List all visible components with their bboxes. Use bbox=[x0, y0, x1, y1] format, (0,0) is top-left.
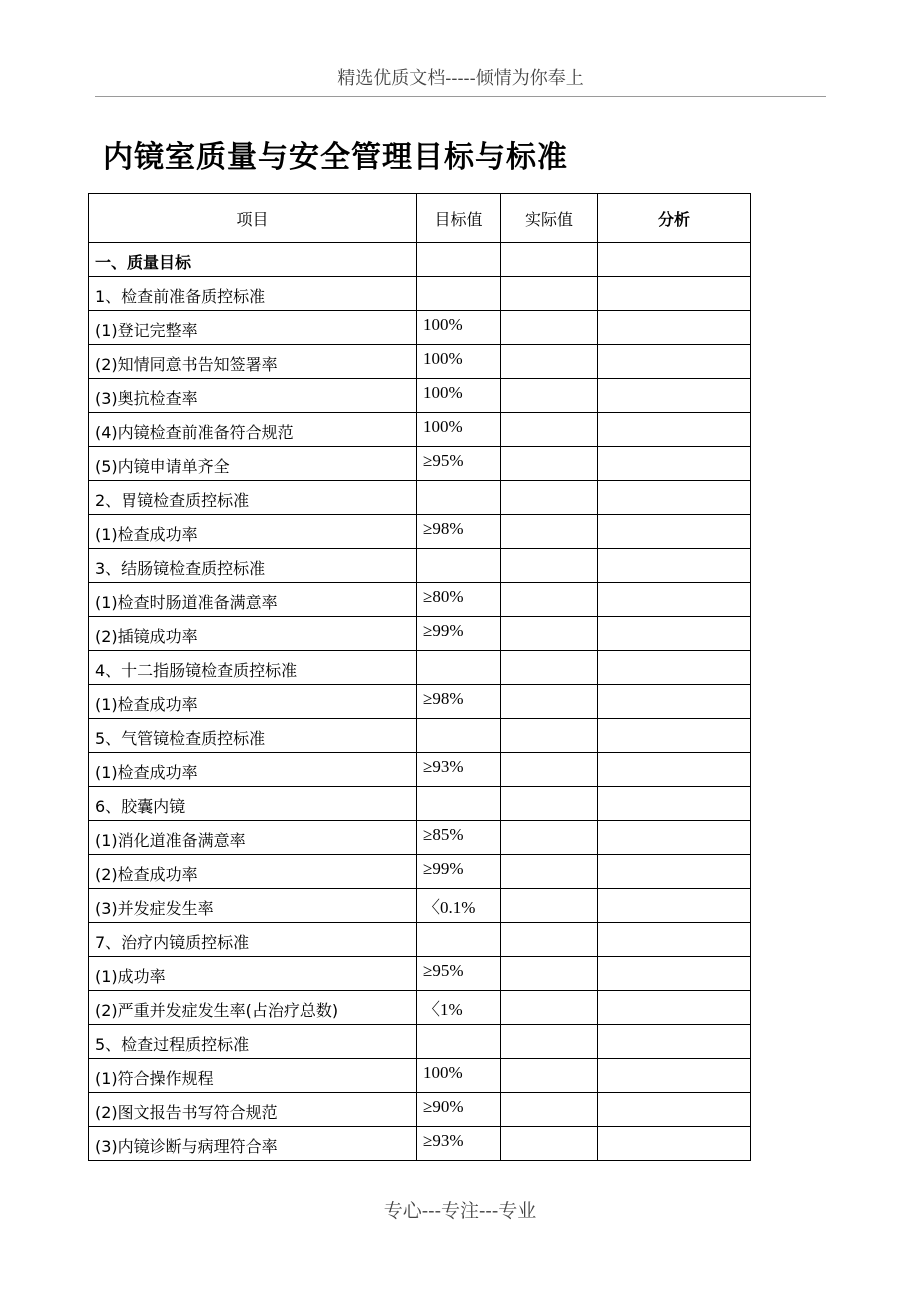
actual-value-cell bbox=[501, 957, 598, 991]
actual-value-cell bbox=[501, 821, 598, 855]
analysis-cell bbox=[598, 787, 751, 821]
table-row bbox=[89, 855, 751, 889]
table-row bbox=[89, 481, 751, 515]
target-value-cell bbox=[417, 277, 501, 311]
table-row bbox=[89, 617, 751, 651]
item-cell: (1)符合操作规程 bbox=[89, 1059, 417, 1093]
target-value-cell: ≥80% bbox=[417, 583, 501, 617]
table-row bbox=[89, 753, 751, 787]
target-value-cell bbox=[417, 243, 501, 277]
item-cell: (3)奥抗检查率 bbox=[89, 379, 417, 413]
target-value-cell: ≥99% bbox=[417, 855, 501, 889]
analysis-cell bbox=[598, 447, 751, 481]
actual-value-cell bbox=[501, 311, 598, 345]
target-value-cell bbox=[417, 481, 501, 515]
analysis-cell bbox=[598, 549, 751, 583]
actual-value-cell bbox=[501, 243, 598, 277]
analysis-cell bbox=[598, 379, 751, 413]
analysis-cell bbox=[598, 1093, 751, 1127]
page-footer: 专心---专注---专业 bbox=[383, 1200, 537, 1222]
analysis-cell bbox=[598, 413, 751, 447]
table-row bbox=[89, 311, 751, 345]
actual-value-cell bbox=[501, 787, 598, 821]
actual-value-cell bbox=[501, 753, 598, 787]
item-cell: 6、胶囊内镜 bbox=[89, 787, 417, 821]
table-row bbox=[89, 277, 751, 311]
actual-value-cell bbox=[501, 1093, 598, 1127]
target-value-cell: 100% bbox=[417, 379, 501, 413]
table-row bbox=[89, 447, 751, 481]
actual-value-cell bbox=[501, 1127, 598, 1161]
actual-value-cell bbox=[501, 481, 598, 515]
item-cell: 4、十二指肠镜检查质控标准 bbox=[89, 651, 417, 685]
actual-value-cell bbox=[501, 1059, 598, 1093]
item-cell: (1)检查成功率 bbox=[89, 753, 417, 787]
actual-value-cell bbox=[501, 685, 598, 719]
actual-value-cell bbox=[501, 277, 598, 311]
table-row bbox=[89, 413, 751, 447]
table-row bbox=[89, 787, 751, 821]
table-row bbox=[89, 243, 751, 277]
analysis-cell bbox=[598, 651, 751, 685]
table-row bbox=[89, 651, 751, 685]
item-cell: (4)内镜检查前准备符合规范 bbox=[89, 413, 417, 447]
target-value-cell: 〈0.1% bbox=[417, 889, 501, 923]
analysis-cell bbox=[598, 889, 751, 923]
target-value-cell: 〈1% bbox=[417, 991, 501, 1025]
item-cell: (2)知情同意书告知签署率 bbox=[89, 345, 417, 379]
actual-value-cell bbox=[501, 345, 598, 379]
table-row bbox=[89, 1093, 751, 1127]
analysis-cell bbox=[598, 1059, 751, 1093]
item-cell: 3、结肠镜检查质控标准 bbox=[89, 549, 417, 583]
table-row bbox=[89, 957, 751, 991]
analysis-cell bbox=[598, 991, 751, 1025]
actual-value-cell bbox=[501, 413, 598, 447]
target-value-cell: ≥90% bbox=[417, 1093, 501, 1127]
actual-value-cell bbox=[501, 889, 598, 923]
analysis-cell bbox=[598, 719, 751, 753]
actual-value-cell bbox=[501, 379, 598, 413]
analysis-cell bbox=[598, 515, 751, 549]
actual-value-cell bbox=[501, 991, 598, 1025]
quality-standards-table bbox=[88, 193, 751, 1161]
analysis-cell bbox=[598, 855, 751, 889]
analysis-cell bbox=[598, 821, 751, 855]
column-header-target: 目标值 bbox=[417, 194, 501, 243]
table-row bbox=[89, 685, 751, 719]
item-cell: (1)登记完整率 bbox=[89, 311, 417, 345]
target-value-cell bbox=[417, 787, 501, 821]
target-value-cell: ≥99% bbox=[417, 617, 501, 651]
item-cell: 1、检查前准备质控标准 bbox=[89, 277, 417, 311]
analysis-cell bbox=[598, 277, 751, 311]
target-value-cell: ≥95% bbox=[417, 957, 501, 991]
table-row bbox=[89, 583, 751, 617]
table-row bbox=[89, 991, 751, 1025]
item-cell: (2)插镜成功率 bbox=[89, 617, 417, 651]
item-cell: (1)成功率 bbox=[89, 957, 417, 991]
item-cell: 7、治疗内镜质控标准 bbox=[89, 923, 417, 957]
item-cell: (1)消化道准备满意率 bbox=[89, 821, 417, 855]
page-header: 精选优质文档-----倾情为你奉上 bbox=[95, 64, 826, 97]
item-cell: (5)内镜申请单齐全 bbox=[89, 447, 417, 481]
item-cell: 2、胃镜检查质控标准 bbox=[89, 481, 417, 515]
item-cell: (3)并发症发生率 bbox=[89, 889, 417, 923]
target-value-cell: 100% bbox=[417, 1059, 501, 1093]
table-row bbox=[89, 379, 751, 413]
target-value-cell: ≥95% bbox=[417, 447, 501, 481]
item-cell: 一、质量目标 bbox=[89, 243, 417, 277]
table-row bbox=[89, 1127, 751, 1161]
column-header-item: 项目 bbox=[89, 194, 417, 243]
document-title: 内镜室质量与安全管理目标与标准 bbox=[103, 140, 568, 175]
item-cell: (1)检查成功率 bbox=[89, 685, 417, 719]
analysis-cell bbox=[598, 753, 751, 787]
analysis-cell bbox=[598, 617, 751, 651]
item-cell: (2)严重并发症发生率(占治疗总数) bbox=[89, 991, 417, 1025]
item-cell: (1)检查时肠道准备满意率 bbox=[89, 583, 417, 617]
actual-value-cell bbox=[501, 651, 598, 685]
item-cell: 5、气管镜检查质控标准 bbox=[89, 719, 417, 753]
column-header-actual: 实际值 bbox=[501, 194, 598, 243]
table-row bbox=[89, 1025, 751, 1059]
actual-value-cell bbox=[501, 549, 598, 583]
actual-value-cell bbox=[501, 515, 598, 549]
target-value-cell: 100% bbox=[417, 311, 501, 345]
table-header-row bbox=[89, 194, 751, 243]
column-header-analysis: 分析 bbox=[598, 194, 751, 243]
actual-value-cell bbox=[501, 583, 598, 617]
table-row bbox=[89, 515, 751, 549]
analysis-cell bbox=[598, 481, 751, 515]
table-row bbox=[89, 923, 751, 957]
actual-value-cell bbox=[501, 719, 598, 753]
item-cell: (2)图文报告书写符合规范 bbox=[89, 1093, 417, 1127]
actual-value-cell bbox=[501, 1025, 598, 1059]
analysis-cell bbox=[598, 923, 751, 957]
table-row bbox=[89, 549, 751, 583]
table-row bbox=[89, 345, 751, 379]
target-value-cell: ≥93% bbox=[417, 1127, 501, 1161]
item-cell: (1)检查成功率 bbox=[89, 515, 417, 549]
analysis-cell bbox=[598, 1127, 751, 1161]
target-value-cell bbox=[417, 1025, 501, 1059]
target-value-cell: ≥98% bbox=[417, 515, 501, 549]
target-value-cell: ≥85% bbox=[417, 821, 501, 855]
target-value-cell bbox=[417, 923, 501, 957]
analysis-cell bbox=[598, 243, 751, 277]
item-cell: 5、检查过程质控标准 bbox=[89, 1025, 417, 1059]
actual-value-cell bbox=[501, 447, 598, 481]
analysis-cell bbox=[598, 685, 751, 719]
item-cell: (3)内镜诊断与病理符合率 bbox=[89, 1127, 417, 1161]
analysis-cell bbox=[598, 957, 751, 991]
analysis-cell bbox=[598, 311, 751, 345]
table-row bbox=[89, 719, 751, 753]
target-value-cell bbox=[417, 719, 501, 753]
target-value-cell: ≥93% bbox=[417, 753, 501, 787]
actual-value-cell bbox=[501, 923, 598, 957]
actual-value-cell bbox=[501, 855, 598, 889]
table-row bbox=[89, 821, 751, 855]
target-value-cell: ≥98% bbox=[417, 685, 501, 719]
target-value-cell bbox=[417, 549, 501, 583]
target-value-cell bbox=[417, 651, 501, 685]
table-row bbox=[89, 889, 751, 923]
table-row bbox=[89, 1059, 751, 1093]
actual-value-cell bbox=[501, 617, 598, 651]
analysis-cell bbox=[598, 1025, 751, 1059]
target-value-cell: 100% bbox=[417, 345, 501, 379]
item-cell: (2)检查成功率 bbox=[89, 855, 417, 889]
analysis-cell bbox=[598, 583, 751, 617]
analysis-cell bbox=[598, 345, 751, 379]
target-value-cell: 100% bbox=[417, 413, 501, 447]
